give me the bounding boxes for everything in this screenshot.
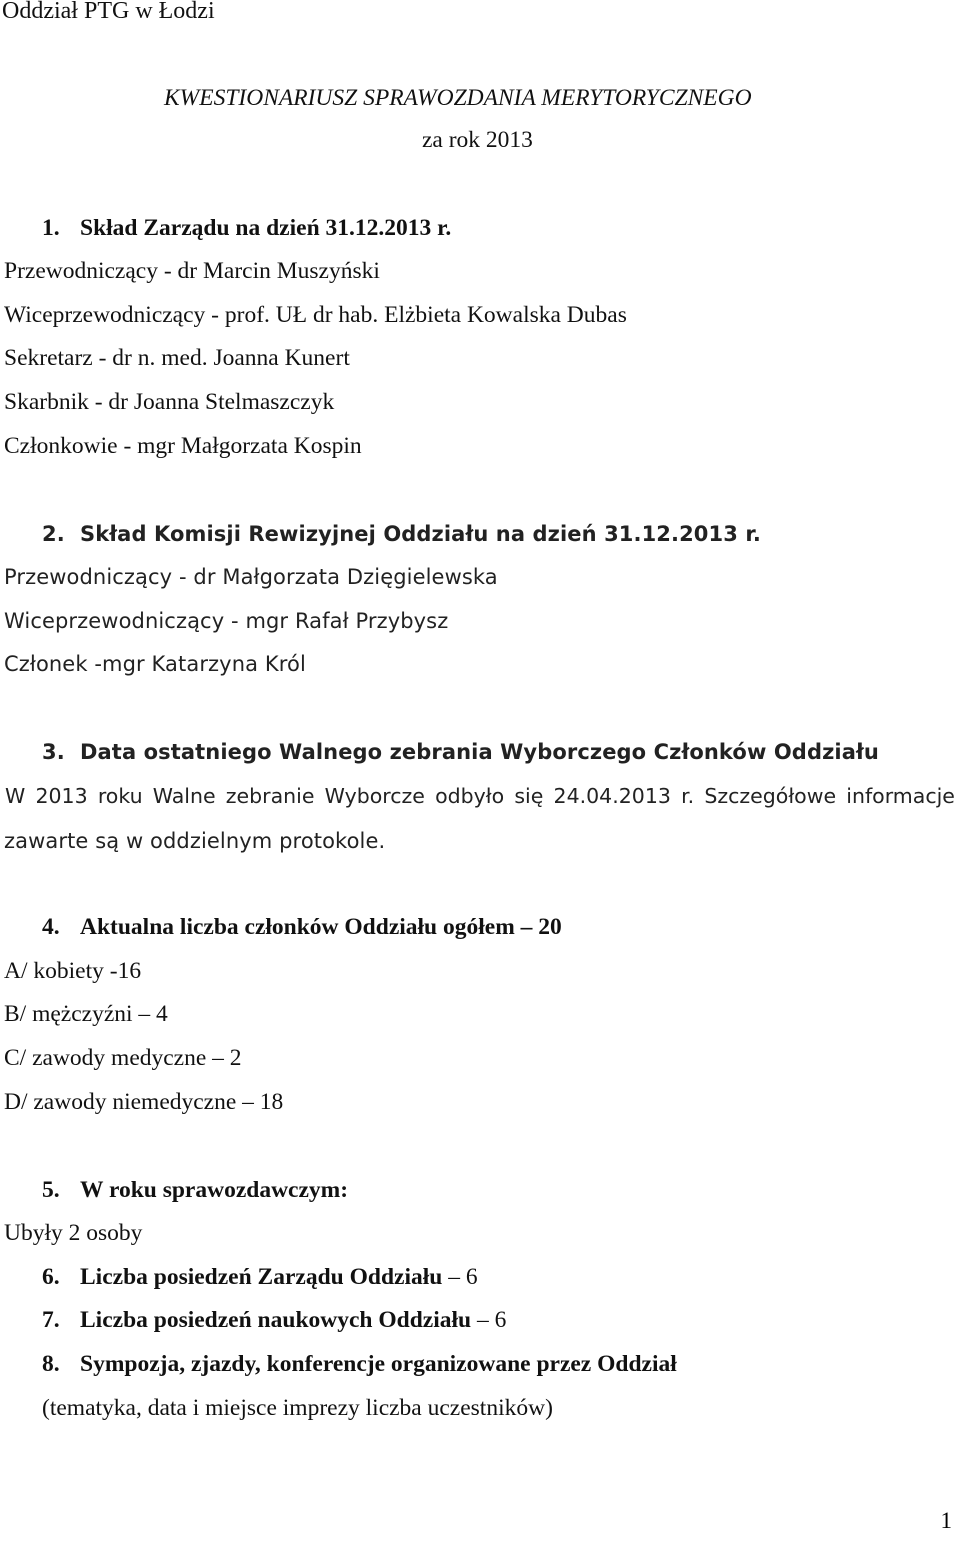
members-left: Ubyły 2 osoby — [4, 1220, 143, 1246]
audit-vice-chair: Wiceprzewodniczący - mgr Rafał Przybysz — [4, 609, 449, 633]
section-1-heading — [42, 213, 451, 243]
section-4-heading — [42, 912, 562, 942]
board-secretary: Sekretarz - dr n. med. Joanna Kunert — [4, 345, 350, 371]
word: 2013 — [35, 784, 88, 808]
members-non-medical: D/ zawody niemedyczne – 18 — [4, 1089, 284, 1115]
section-3-number: 3. — [42, 740, 65, 764]
section-4-title: Aktualna liczba członków Oddziału ogółem – 20 — [80, 914, 562, 940]
section-7-value: – 6 — [471, 1307, 507, 1333]
section-8-note: (tematyka, data i miejsce imprezy liczba uczestników) — [42, 1395, 553, 1421]
section-8-number: 8. — [42, 1351, 60, 1377]
word: 24.04.2013 — [553, 784, 671, 808]
questionnaire-year: za rok 2013 — [422, 127, 533, 153]
word: W — [5, 784, 26, 808]
section-7-title: Liczba posiedzeń naukowych Oddziału — [80, 1307, 472, 1333]
word: Szczegółowe — [704, 784, 837, 808]
section-6-title: Liczba posiedzeń Zarządu Oddziału — [80, 1264, 443, 1290]
section-5-heading — [42, 1175, 348, 1205]
word: odbyło — [435, 784, 505, 808]
section-4-number: 4. — [42, 914, 60, 940]
section-6-heading — [42, 1262, 478, 1292]
board-chair: Przewodniczący - dr Marcin Muszyński — [4, 258, 380, 284]
members-men: B/ mężczyźni – 4 — [4, 1001, 168, 1027]
board-treasurer: Skarbnik - dr Joanna Stelmaszczyk — [4, 389, 335, 415]
word: r. — [681, 784, 695, 808]
questionnaire-title: KWESTIONARIUSZ SPRAWOZDANIA MERYTORYCZNEGO — [164, 85, 752, 111]
word: zebranie — [225, 784, 315, 808]
word: Wyborcze — [324, 784, 425, 808]
section-6-number: 6. — [42, 1264, 60, 1290]
organization-header: Oddział PTG w Łodzi — [2, 0, 215, 24]
word: się — [514, 784, 544, 808]
section-2-title: Skład Komisji Rewizyjnej Oddziału na dzień 31.12.2013 r. — [80, 522, 761, 546]
members-medical: C/ zawody medyczne – 2 — [4, 1045, 242, 1071]
audit-chair: Przewodniczący - dr Małgorzata Dzięgielewska — [4, 565, 498, 589]
section-2-heading — [42, 519, 761, 549]
general-meeting-info-line-1 — [5, 781, 955, 811]
general-meeting-info-line-2: zawarte są w oddzielnym protokole. — [4, 829, 386, 853]
members-women: A/ kobiety -16 — [4, 958, 142, 984]
section-6-value: – 6 — [442, 1264, 478, 1290]
page-number: 1 — [940, 1508, 952, 1533]
board-members: Członkowie - mgr Małgorzata Kospin — [4, 433, 362, 459]
section-3-heading — [42, 737, 879, 767]
section-5-number: 5. — [42, 1177, 60, 1203]
section-7-heading — [42, 1305, 506, 1335]
word: Walne — [152, 784, 216, 808]
section-7-number: 7. — [42, 1307, 60, 1333]
section-2-number: 2. — [42, 522, 65, 546]
section-8-title: Sympozja, zjazdy, konferencje organizowane przez Oddział — [80, 1351, 677, 1377]
section-8-heading — [42, 1349, 677, 1379]
section-3-title: Data ostatniego Walnego zebrania Wyborczego Członków Oddziału — [80, 740, 879, 764]
audit-member: Członek -mgr Katarzyna Król — [4, 652, 306, 676]
word: informacje — [846, 784, 955, 808]
section-1-number: 1. — [42, 215, 60, 241]
section-5-title: W roku sprawozdawczym: — [80, 1177, 349, 1203]
word: roku — [97, 784, 143, 808]
section-1-title: Skład Zarządu na dzień 31.12.2013 r. — [80, 215, 452, 241]
board-vice-chair: Wiceprzewodniczący - prof. UŁ dr hab. Elżbieta Kowalska Dubas — [4, 302, 627, 328]
